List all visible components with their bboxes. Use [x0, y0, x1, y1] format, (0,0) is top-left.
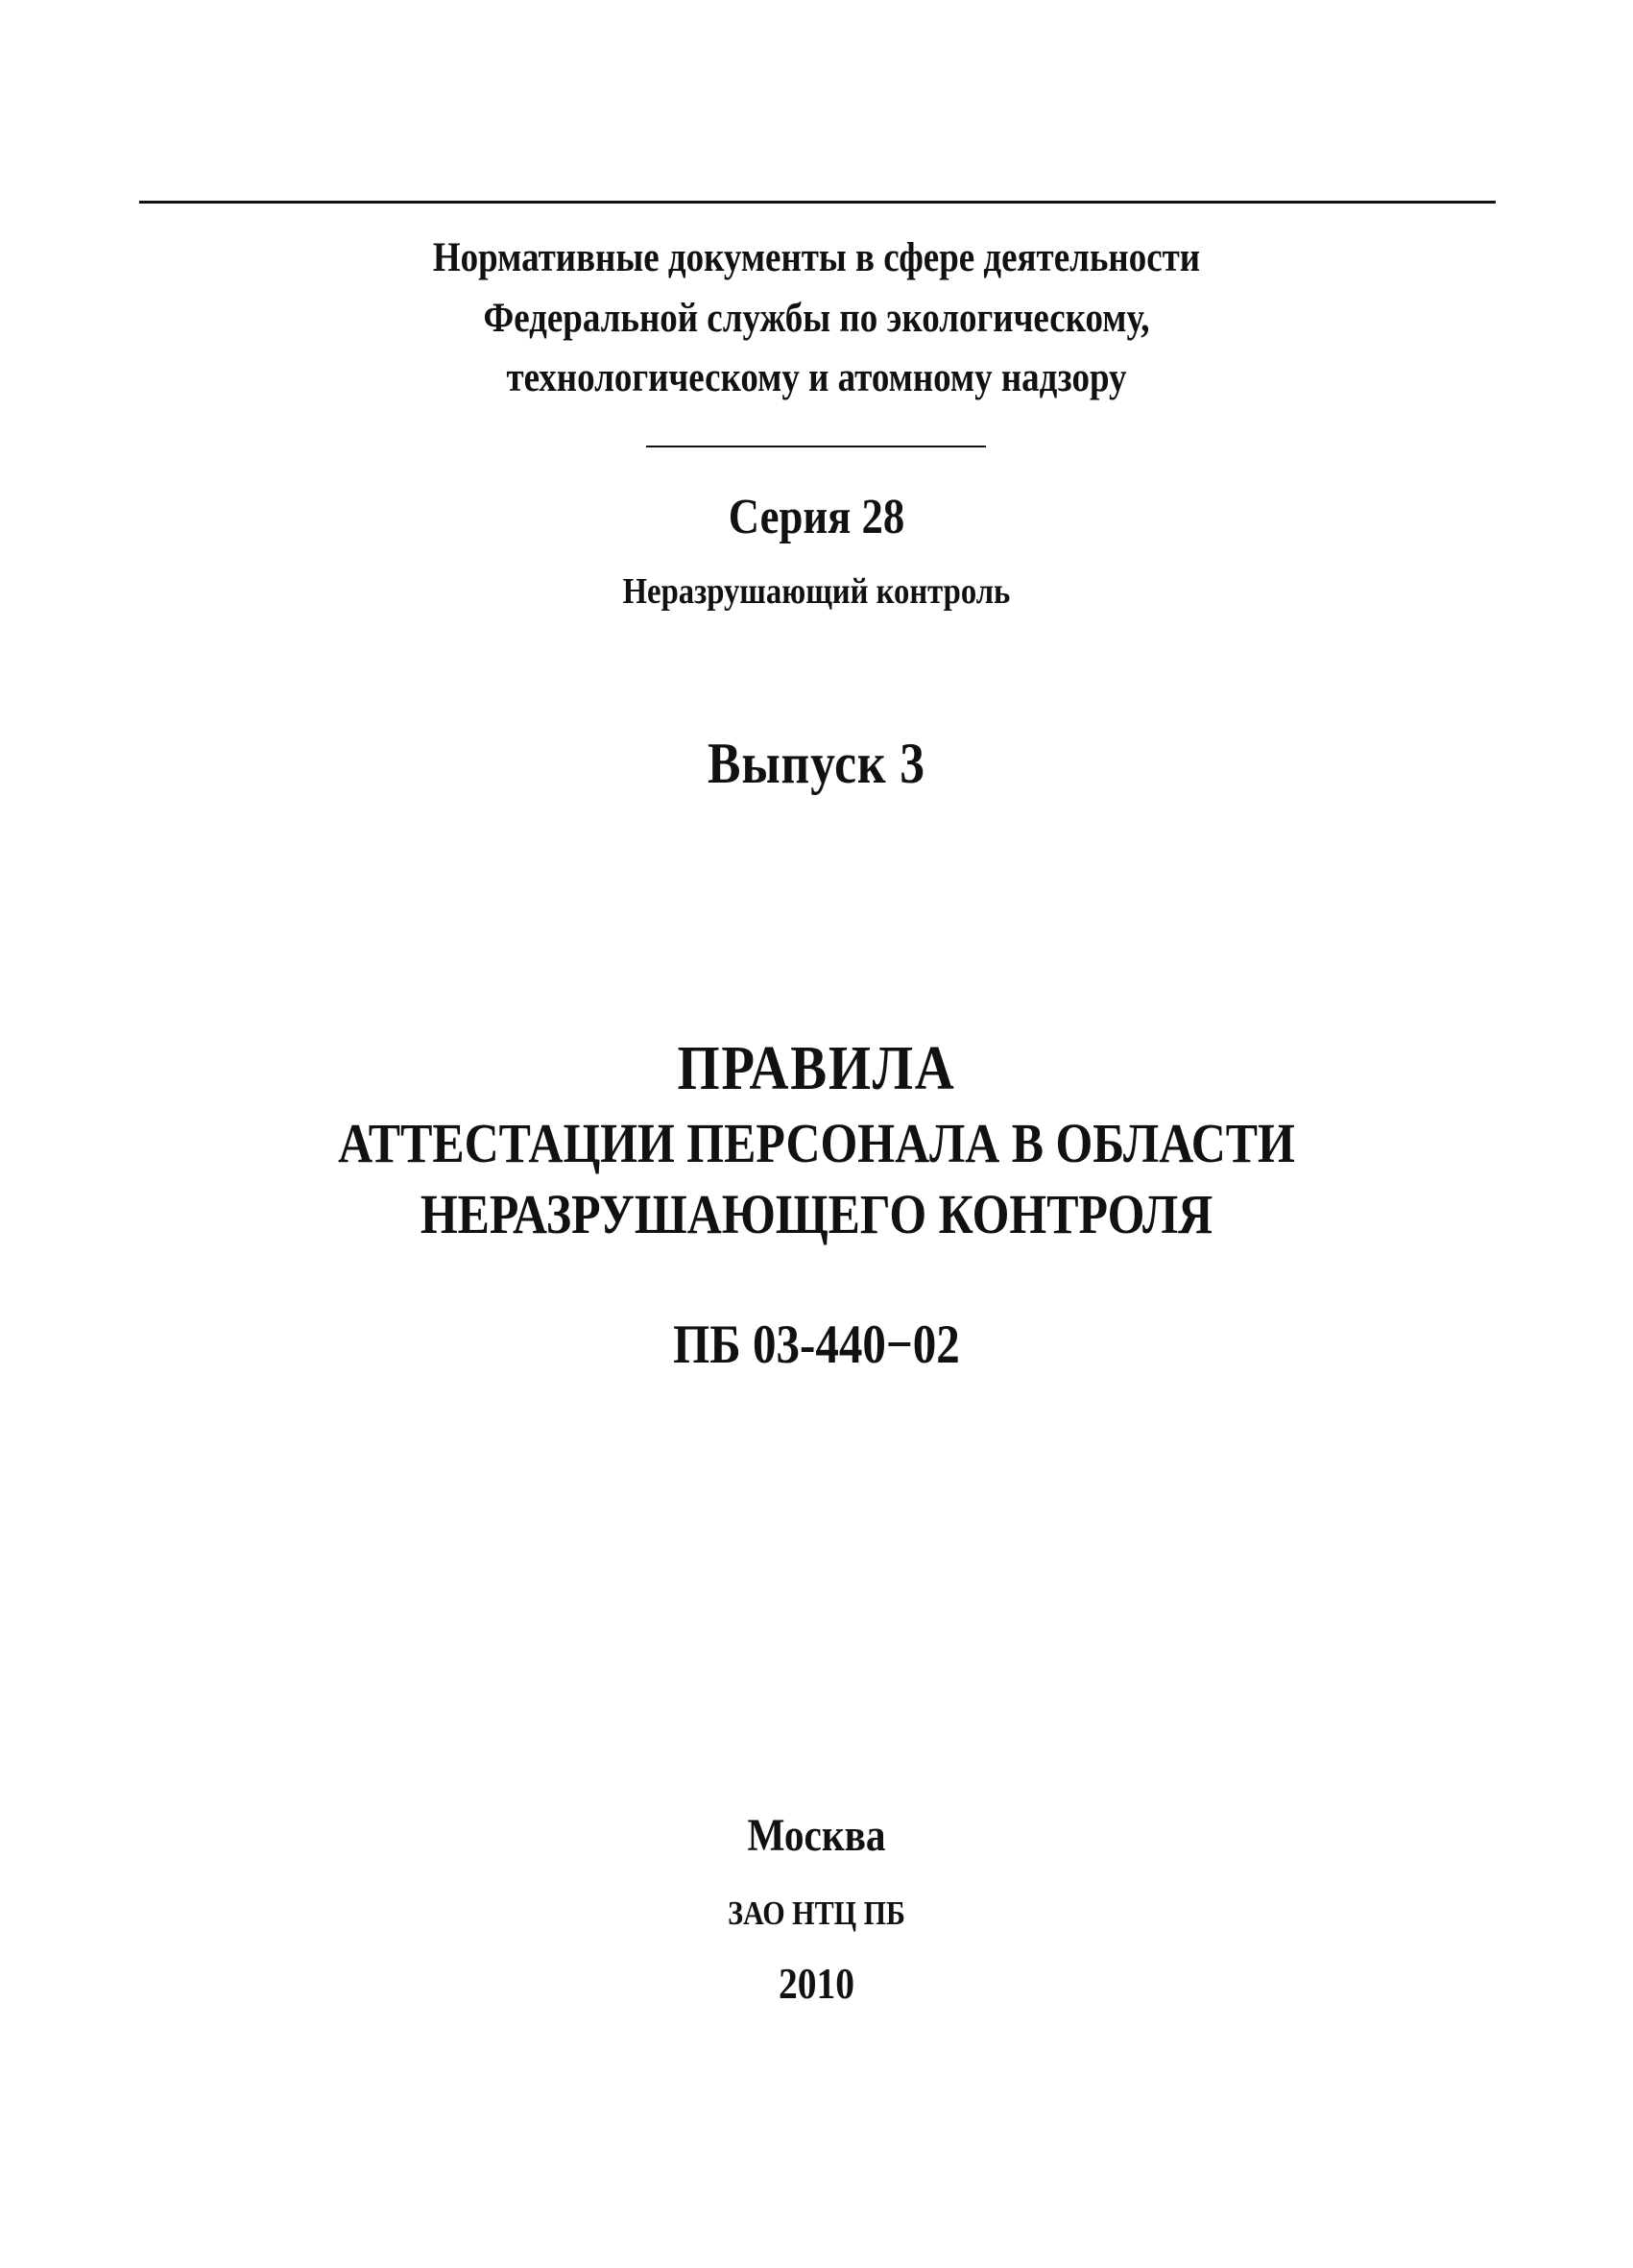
document-title-line-2: НЕРАЗРУШАЮЩЕГО КОНТРОЛЯ: [420, 1183, 1213, 1245]
org-line-3: технологическому и атомному надзору: [506, 355, 1127, 400]
document-title-line-1: АТТЕСТАЦИИ ПЕРСОНАЛА В ОБЛАСТИ: [338, 1112, 1295, 1174]
org-line-1: Нормативные документы в сфере деятельности: [432, 235, 1201, 280]
top-divider: [139, 201, 1496, 204]
series-title: Серия 28: [728, 490, 905, 544]
imprint-city: Москва: [747, 1810, 886, 1861]
series-subtitle: Неразрушающий контроль: [622, 571, 1011, 612]
org-line-2: Федеральной службы по экологическому,: [483, 296, 1150, 341]
issue-label: Выпуск 3: [708, 732, 925, 795]
section-divider: [646, 446, 986, 447]
document-code: ПБ 03-440−02: [673, 1315, 960, 1375]
imprint-year: 2010: [778, 1959, 855, 2008]
imprint-publisher: ЗАО НТЦ ПБ: [728, 1894, 905, 1932]
document-main-title: ПРАВИЛА: [677, 1033, 956, 1103]
